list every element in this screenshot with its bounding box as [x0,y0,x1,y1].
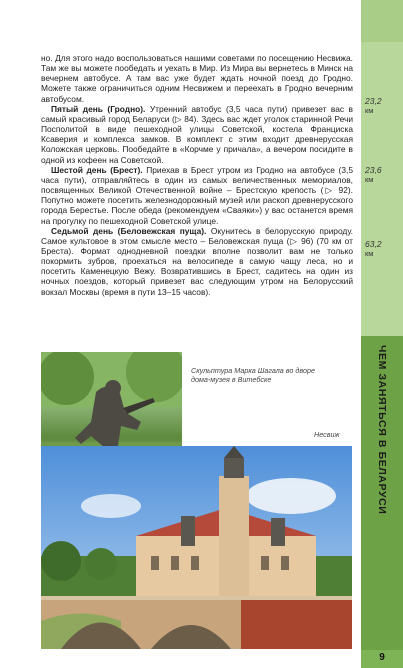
paragraph-3: Шестой день (Брест). Приехав в Брест утром из Гродно на автобусе (3,5 часа пути), отправляйтесь в один из самых величественных мемориалов, посвященных Великой Отечественной войне – Брестскую крепость (▷ 92). Попутно можете посетить железнодорожный музей или раскоп древнерусского города Берестье. После обеда (рекомендуем «Сваяки») у вас останется время на прогулку по пешеходной Советской улице. [41,164,353,226]
nesvizh-castle-photo [41,446,352,649]
distance-marker-1: 23,2 км [365,96,382,115]
sidebar-top-band [361,0,403,42]
page-number: 9 [379,652,385,663]
section-title: ЧЕМ ЗАНЯТЬСЯ В БЕЛАРУСИ [376,345,388,515]
paragraph-4: Седьмой день (Беловежская пуща). Окунитесь в белорусскую природу. Самое культовое в этом смысле место – Беловежская пуща (▷ 96) (70 км от Бреста). Формат однодневной поездки вполне позволит вам не только покормить зубров, проехаться на велосипеде в самую чащу леса, но и посетить Каменецкую Вежу. Возвратившись в Брест, садитесь на один из ночных поездов, который привезет вас следующим утром на Белорусский вокзал Москвы (время в пути 13–15 часов). [41,225,353,297]
paragraph-2: Пятый день (Гродно). Утренний автобус (3,5 часа пути) привезет вас в самый красивый город Беларуси (▷ 84). Здесь вас ждет уголок старинной Речи Посполитой в виде пешеходной улицы Советской, костела Франциска Ксаверия и комплекса замков. В комплект с этим входит древнерусская Коложская церковь. Пообедайте в «Корчме у причала», а вечером посидите в одной из кофеен на Советской. [41,103,354,165]
nesvizh-caption: Несвиж [314,430,340,439]
body-text [41,53,353,297]
chagall-caption: Скульптура Марка Шагала во дворе дома-музея в Витебске [191,366,315,384]
castle-illustration [41,446,352,649]
paragraph-1: но. Для этого надо воспользоваться нашими советами по посещению Несвижа. Там же вы можете пообедать и уехать в Мир. Из Мира вы вернетесь в Минск на вечернем автобусе. А там вас уже будет ждать ночной поезд до Гродно. Можете также ограничиться одним Несвижем и переехать в Гродно вечерним автобусом. [41,53,353,104]
distance-marker-3: 63,2 км [365,239,382,258]
distance-marker-2: 23,6 км [365,165,382,184]
